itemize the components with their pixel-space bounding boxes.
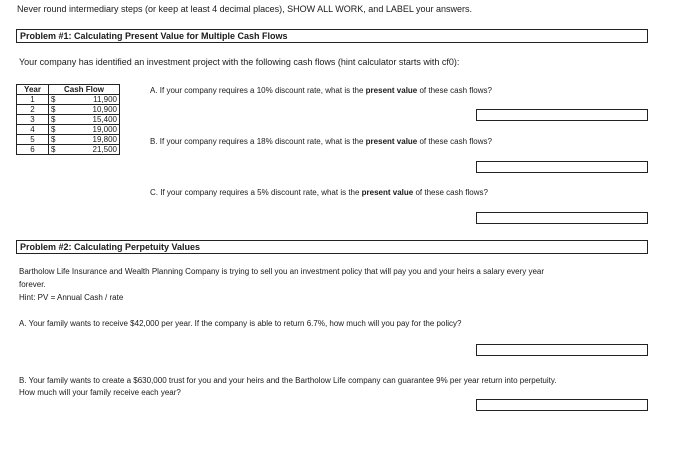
problem1-intro: Your company has identified an investment project with the following cash flows (hint calculator starts with cf0): <box>19 57 460 67</box>
amount-cell: 21,500 <box>63 145 120 155</box>
year-header: Year <box>17 85 49 95</box>
amount-cell: 11,900 <box>63 95 120 105</box>
problem1-answer-a-box[interactable] <box>476 109 648 121</box>
table-row <box>17 145 120 155</box>
problem2-question-b-line2: How much will your family receive each year? <box>19 388 181 397</box>
problem2-answer-b-box[interactable] <box>476 399 648 411</box>
year-cell: 4 <box>17 125 49 135</box>
cash-flow-header: Cash Flow <box>49 85 120 95</box>
cash-flow-table <box>16 84 120 155</box>
table-row <box>17 115 120 125</box>
problem2-question-a: A. Your family wants to receive $42,000 per year. If the company is able to return 6.7%, how much will you pay for the policy? <box>19 319 462 328</box>
year-cell: 2 <box>17 105 49 115</box>
problem2-title: Problem #2: Calculating Perpetuity Values <box>16 240 648 254</box>
currency-cell: $ <box>49 115 64 125</box>
amount-cell: 19,800 <box>63 135 120 145</box>
currency-cell: $ <box>49 145 64 155</box>
problem1-answer-b-box[interactable] <box>476 161 648 173</box>
problem1-title: Problem #1: Calculating Present Value for Multiple Cash Flows <box>16 29 648 43</box>
problem2-intro-line1: Bartholow Life Insurance and Wealth Planning Company is trying to sell you an investment policy that will pay you and your heirs a salary every year <box>19 267 545 276</box>
problem2-question-b-line1: B. Your family wants to create a $630,000 trust for you and your heirs and the Bartholow Life company can guarantee 9% per year return into perpetuity. <box>19 376 557 385</box>
instructions-text: Never round intermediary steps (or keep at least 4 decimal places), SHOW ALL WORK, and LABEL your answers. <box>17 4 473 14</box>
problem1-question-c: C. If your company requires a 5% discount rate, what is the present value of these cash flows? <box>150 188 488 197</box>
amount-cell: 15,400 <box>63 115 120 125</box>
problem2-hint: Hint: PV = Annual Cash / rate <box>19 293 124 302</box>
currency-cell: $ <box>49 125 64 135</box>
currency-cell: $ <box>49 135 64 145</box>
year-cell: 6 <box>17 145 49 155</box>
currency-cell: $ <box>49 105 64 115</box>
problem2-intro-line2: forever. <box>19 280 46 289</box>
problem2-answer-a-box[interactable] <box>476 344 648 356</box>
year-cell: 1 <box>17 95 49 105</box>
table-row <box>17 125 120 135</box>
table-row <box>17 135 120 145</box>
currency-cell: $ <box>49 95 64 105</box>
amount-cell: 19,000 <box>63 125 120 135</box>
amount-cell: 10,900 <box>63 105 120 115</box>
year-cell: 5 <box>17 135 49 145</box>
problem1-answer-c-box[interactable] <box>476 212 648 224</box>
problem1-question-a: A. If your company requires a 10% discount rate, what is the present value of these cash flows? <box>150 86 492 95</box>
year-cell: 3 <box>17 115 49 125</box>
table-row <box>17 105 120 115</box>
problem1-question-b: B. If your company requires a 18% discount rate, what is the present value of these cash flows? <box>150 137 492 146</box>
table-row <box>17 95 120 105</box>
